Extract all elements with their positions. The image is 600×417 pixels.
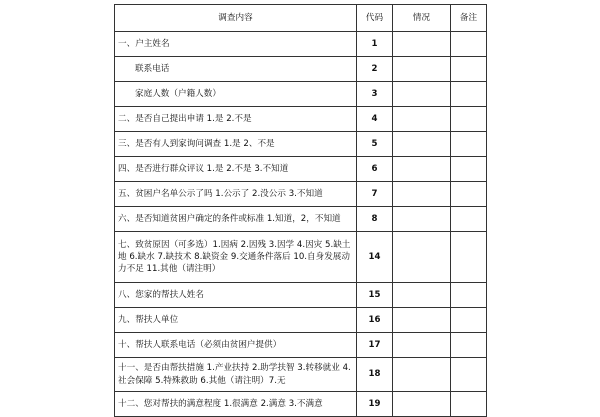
row-code: 18 [357,358,393,392]
header-info: 情况 [393,5,451,32]
row-item: 六、是否知道贫困户确定的条件或标准 1.知道，2，不知道 [115,207,357,232]
row-code: 5 [357,132,393,157]
row-info-cell[interactable] [393,32,451,57]
row-item: 二、是否自己提出申请 1.是 2.不是 [115,107,357,132]
row-code: 16 [357,308,393,333]
row-code: 2 [357,57,393,82]
row-info-cell[interactable] [393,132,451,157]
row-info-cell[interactable] [393,308,451,333]
row-note-cell[interactable] [451,157,487,182]
row-info-cell[interactable] [393,207,451,232]
row-item: 联系电话 [115,57,357,82]
row-note-cell[interactable] [451,32,487,57]
row-item: 四、是否进行群众评议 1.是 2.不是 3.不知道 [115,157,357,182]
row-code: 14 [357,232,393,283]
table-row [115,333,487,358]
table-row [115,308,487,333]
table-row [115,392,487,417]
table-row [115,57,487,82]
row-item: 十一、是否由帮扶措施 1.产业扶持 2.助学扶智 3.转移就业 4.社会保障 5.特殊救助 6.其他（请注明）7.无 [115,358,357,392]
row-note-cell[interactable] [451,308,487,333]
row-item: 十、帮扶人联系电话（必须由贫困户提供） [115,333,357,358]
table-row [115,207,487,232]
row-item: 七、致贫原因（可多选）1.因病 2.因残 3.因学 4.因灾 5.缺土地 6.缺水 7.缺技术 8.缺资金 9.交通条件落后 10.自身发展动力不足 11.其他（请注明） [115,232,357,283]
table-row [115,82,487,107]
row-item: 九、帮扶人单位 [115,308,357,333]
row-code: 4 [357,107,393,132]
row-note-cell[interactable] [451,132,487,157]
row-code: 3 [357,82,393,107]
row-note-cell[interactable] [451,232,487,283]
row-item: 八、您家的帮扶人姓名 [115,283,357,308]
row-code: 8 [357,207,393,232]
row-note-cell[interactable] [451,392,487,417]
row-item: 一、户主姓名 [115,32,357,57]
table-header-row [115,5,487,32]
row-info-cell[interactable] [393,82,451,107]
row-item: 家庭人数（户籍人数） [115,82,357,107]
table-row [115,182,487,207]
row-item: 五、贫困户名单公示了吗 1.公示了 2.没公示 3.不知道 [115,182,357,207]
table-row [115,283,487,308]
row-info-cell[interactable] [393,157,451,182]
row-info-cell[interactable] [393,57,451,82]
row-info-cell[interactable] [393,358,451,392]
row-note-cell[interactable] [451,107,487,132]
table-row [115,157,487,182]
row-code: 19 [357,392,393,417]
row-item: 十二、您对帮扶的满意程度 1.很满意 2.满意 3.不满意 [115,392,357,417]
row-info-cell[interactable] [393,182,451,207]
survey-table [114,4,487,417]
header-note: 备注 [451,5,487,32]
row-code: 15 [357,283,393,308]
row-code: 6 [357,157,393,182]
table-row [115,107,487,132]
table-row [115,32,487,57]
row-code: 1 [357,32,393,57]
header-code: 代码 [357,5,393,32]
table-row [115,132,487,157]
row-code: 17 [357,333,393,358]
row-info-cell[interactable] [393,232,451,283]
row-note-cell[interactable] [451,57,487,82]
row-info-cell[interactable] [393,107,451,132]
row-info-cell[interactable] [393,283,451,308]
header-content: 调查内容 [115,5,357,32]
row-note-cell[interactable] [451,283,487,308]
row-info-cell[interactable] [393,392,451,417]
row-note-cell[interactable] [451,358,487,392]
table-row [115,232,487,283]
table-row [115,358,487,392]
row-code: 7 [357,182,393,207]
row-note-cell[interactable] [451,333,487,358]
row-info-cell[interactable] [393,333,451,358]
row-note-cell[interactable] [451,207,487,232]
row-item: 三、是否有人到家询问调查 1.是 2、不是 [115,132,357,157]
row-note-cell[interactable] [451,82,487,107]
row-note-cell[interactable] [451,182,487,207]
